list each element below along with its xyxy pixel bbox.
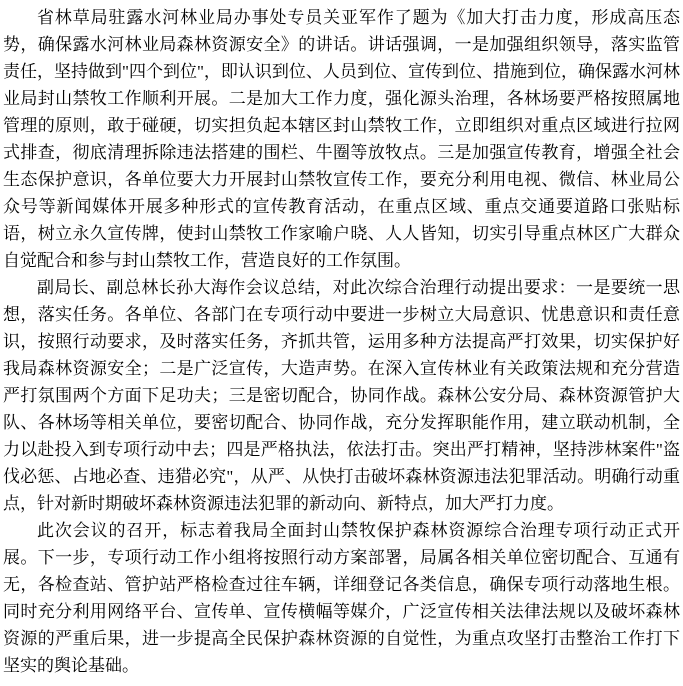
paragraph-conclusion: 此次会议的召开，标志着我局全面封山禁牧保护森林资源综合治理专项行动正式开展。下一步，专项行动工作小组将按照行动方案部署，局属各相关单位密切配合、互通有无，各检查站、管护站严格检查过往车辆，详细登记各类信息，确保专项行动落地生根。同时充分利用网络平台、宣传单、宣传横幅等媒介，广泛宣传相关法律法规以及破坏森林资源的严重后果，进一步提高全民保护森林资源的自觉性，为重点攻坚打击整治工作打下坚实的舆论基础。 bbox=[3, 521, 680, 675]
paragraph-speech-guanyajun: 省林草局驻露水河林业局办事处专员关亚军作了题为《加大打击力度，形成高压态势，确保露水河林业局森林资源安全》的讲话。讲话强调，一是加强组织领导，落实监管责任，坚持做到"四个到位"，即认识到位、人员到位、宣传到位、措施到位，确保露水河林业局封山禁牧工作顺利开展。二是加大工作力度，强化源头治理，各林场要严格按照属地管理的原则，敢于碰硬，切实担负起本辖区封山禁牧工作，立即组织对重点区域进行拉网式排查，彻底清理拆除违法搭建的围栏、牛圈等放牧点。三是加强宣传教育，增强全社会生态保护意识，各单位要大力开展封山禁牧宣传工作，要充分利用电视、微信、林业局公众号等新闻媒体开展多种形式的宣传教育活动，在重点区域、重点交通要道路口张贴标语，树立永久宣传牌，使封山禁牧工作家喻户晓、人人皆知，切实引导重点林区广大群众自觉配合和参与封山禁牧工作，营造良好的工作氛围。 bbox=[3, 8, 680, 270]
paragraph-summary-sundahai: 副局长、副总林长孙大海作会议总结，对此次综合治理行动提出要求：一是要统一思想，落实任务。各单位、各部门在专项行动中要进一步树立大局意识、忧患意识和责任意识，按照行动要求，及时落实任务，齐抓共管，运用多种方法提高严打效果，切实保护好我局森林资源安全；二是广泛宣传，大造声势。在深入宣传林业有关政策法规和充分营造严打氛围两个方面下足功夫；三是密切配合，协同作战。森林公安分局、森林资源管护大队、各林场等相关单位，要密切配合、协同作战，充分发挥职能作用，建立联动机制，全力以赴投入到专项行动中去；四是严格执法，依法打击。突出严打精神，坚持涉林案件"盗伐必惩、占地必查、违猎必究"，从严、从快打击破坏森林资源违法犯罪活动。明确行动重点，针对新时期破坏森林资源违法犯罪的新动向、新特点，加大严打力度。 bbox=[3, 278, 680, 513]
